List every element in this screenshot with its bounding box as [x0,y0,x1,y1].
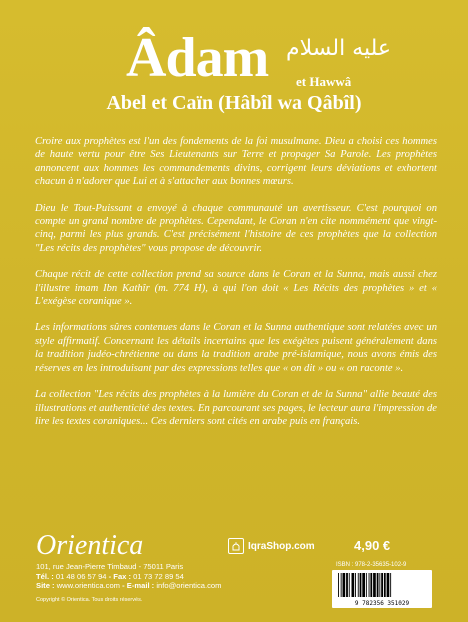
tel-value: 01 48 06 57 94 [55,571,107,581]
barcode-bar [362,573,365,597]
publisher-phone-line [36,572,276,582]
site-label: Site : [36,581,55,590]
email-value: info@orientica.com [156,581,222,590]
barcode-bar [360,573,362,597]
shop-brand [228,538,315,554]
mosque-icon [228,538,244,554]
barcode-bar [387,573,390,597]
publisher-web-line [36,581,276,591]
shop-name: IqraShop.com [248,540,315,552]
barcode-bar [370,573,372,597]
paragraph: Les informations sûres contenues dans le Coran et la Sunna authentique sont relatées avec un style affirmatif. Concernant les détails incertains que les exégètes puisent généralement dans la tradition judéo-chrétienne ou dans la tradition arabe pré-islamique, nous avons émis des réserves en les introduisant par des expressions telles que « on dit » ou « on raconte ». [35,322,437,374]
book-subtitle: Abel et Caïn (Hâbîl wa Qâbîl) [106,92,362,114]
arabic-honorific: عليه السلام [286,36,392,61]
barcode-bars [332,570,432,600]
barcode-bar [341,573,342,597]
book-title: Âdam [126,27,269,89]
site-value: www.orientica.com [56,581,121,590]
barcode-bar [379,573,380,597]
paragraph: Croire aux prophètes est l'un des fondements de la foi musulmane. Dieu a choisi ces hommes de haute vertu pour être Ses Lieutenants sur Terre et propager Sa Parole. Les prophètes annoncent aux hommes les commandements divins, corrigent leurs déviations et exhortent chacun à n'adorer que Lui et à s'attacher aux bonnes mœurs. [35,136,437,188]
barcode-bar [355,573,356,597]
copyright-notice: Copyright © Orientica. Tous droits réservés. [36,597,143,603]
description [35,135,437,441]
barcode-bar [349,573,350,597]
barcode-bar [377,573,379,597]
paragraph: La collection "Les récits des prophètes à la lumière du Coran et de la Sunna" allie beauté des illustrations et authenticité des textes. En parcourant ses pages, le lecteur aura l'impression de lire les textes coraniques... Ces derniers sont cités en arabe puis en français. [35,389,437,427]
publisher-address: 101, rue Jean-Pierre Timbaud - 75011 Paris [36,562,184,571]
barcode-bar [373,573,376,597]
barcode-bar [338,573,339,597]
barcode-bar [366,573,367,597]
barcode-bar [352,573,355,597]
paragraph: Dieu le Tout-Puissant a envoyé à chaque communauté un avertisseur. C'est pourquoi on compte un grand nombre de prophètes. Cependant, le Coran n'en cite nommément que vingt-cinq, parmi les plus grands. C'est précisément l'histoire de ces prophètes que la collection "Les récits des prophètes" vous propose de découvrir. [35,202,437,254]
isbn: ISBN : 978-2-35635-102-9 [336,562,407,568]
fax-value: 01 73 72 89 54 [133,571,184,581]
barcode-bar [381,573,383,597]
tel-label: Tél. : [36,571,54,581]
email-label: - E-mail : [122,581,155,590]
barcode-digits: 9 782356 351029 [354,600,410,607]
price: 4,90 € [354,538,391,553]
barcode [332,570,432,608]
barcode-bar [384,573,386,597]
paragraph: Chaque récit de cette collection prend sa source dans le Coran et la Sunna, mais aussi chez l'illustre imam Ibn Kathîr (m. 774 H), à qui l'on doit « Les Récits des prophètes » et « L'exégèse coranique ». [35,269,437,308]
barcode-bar [343,573,346,597]
companion-name: et Hawwâ [296,74,352,89]
publisher-address-block [36,562,276,591]
barcode-bar [369,573,370,597]
publisher-logo: Orientica [36,530,144,561]
barcode-bar [346,573,348,597]
fax-label: - Fax : [108,571,132,581]
barcode-bar [390,573,391,597]
barcode-bar [358,573,359,597]
